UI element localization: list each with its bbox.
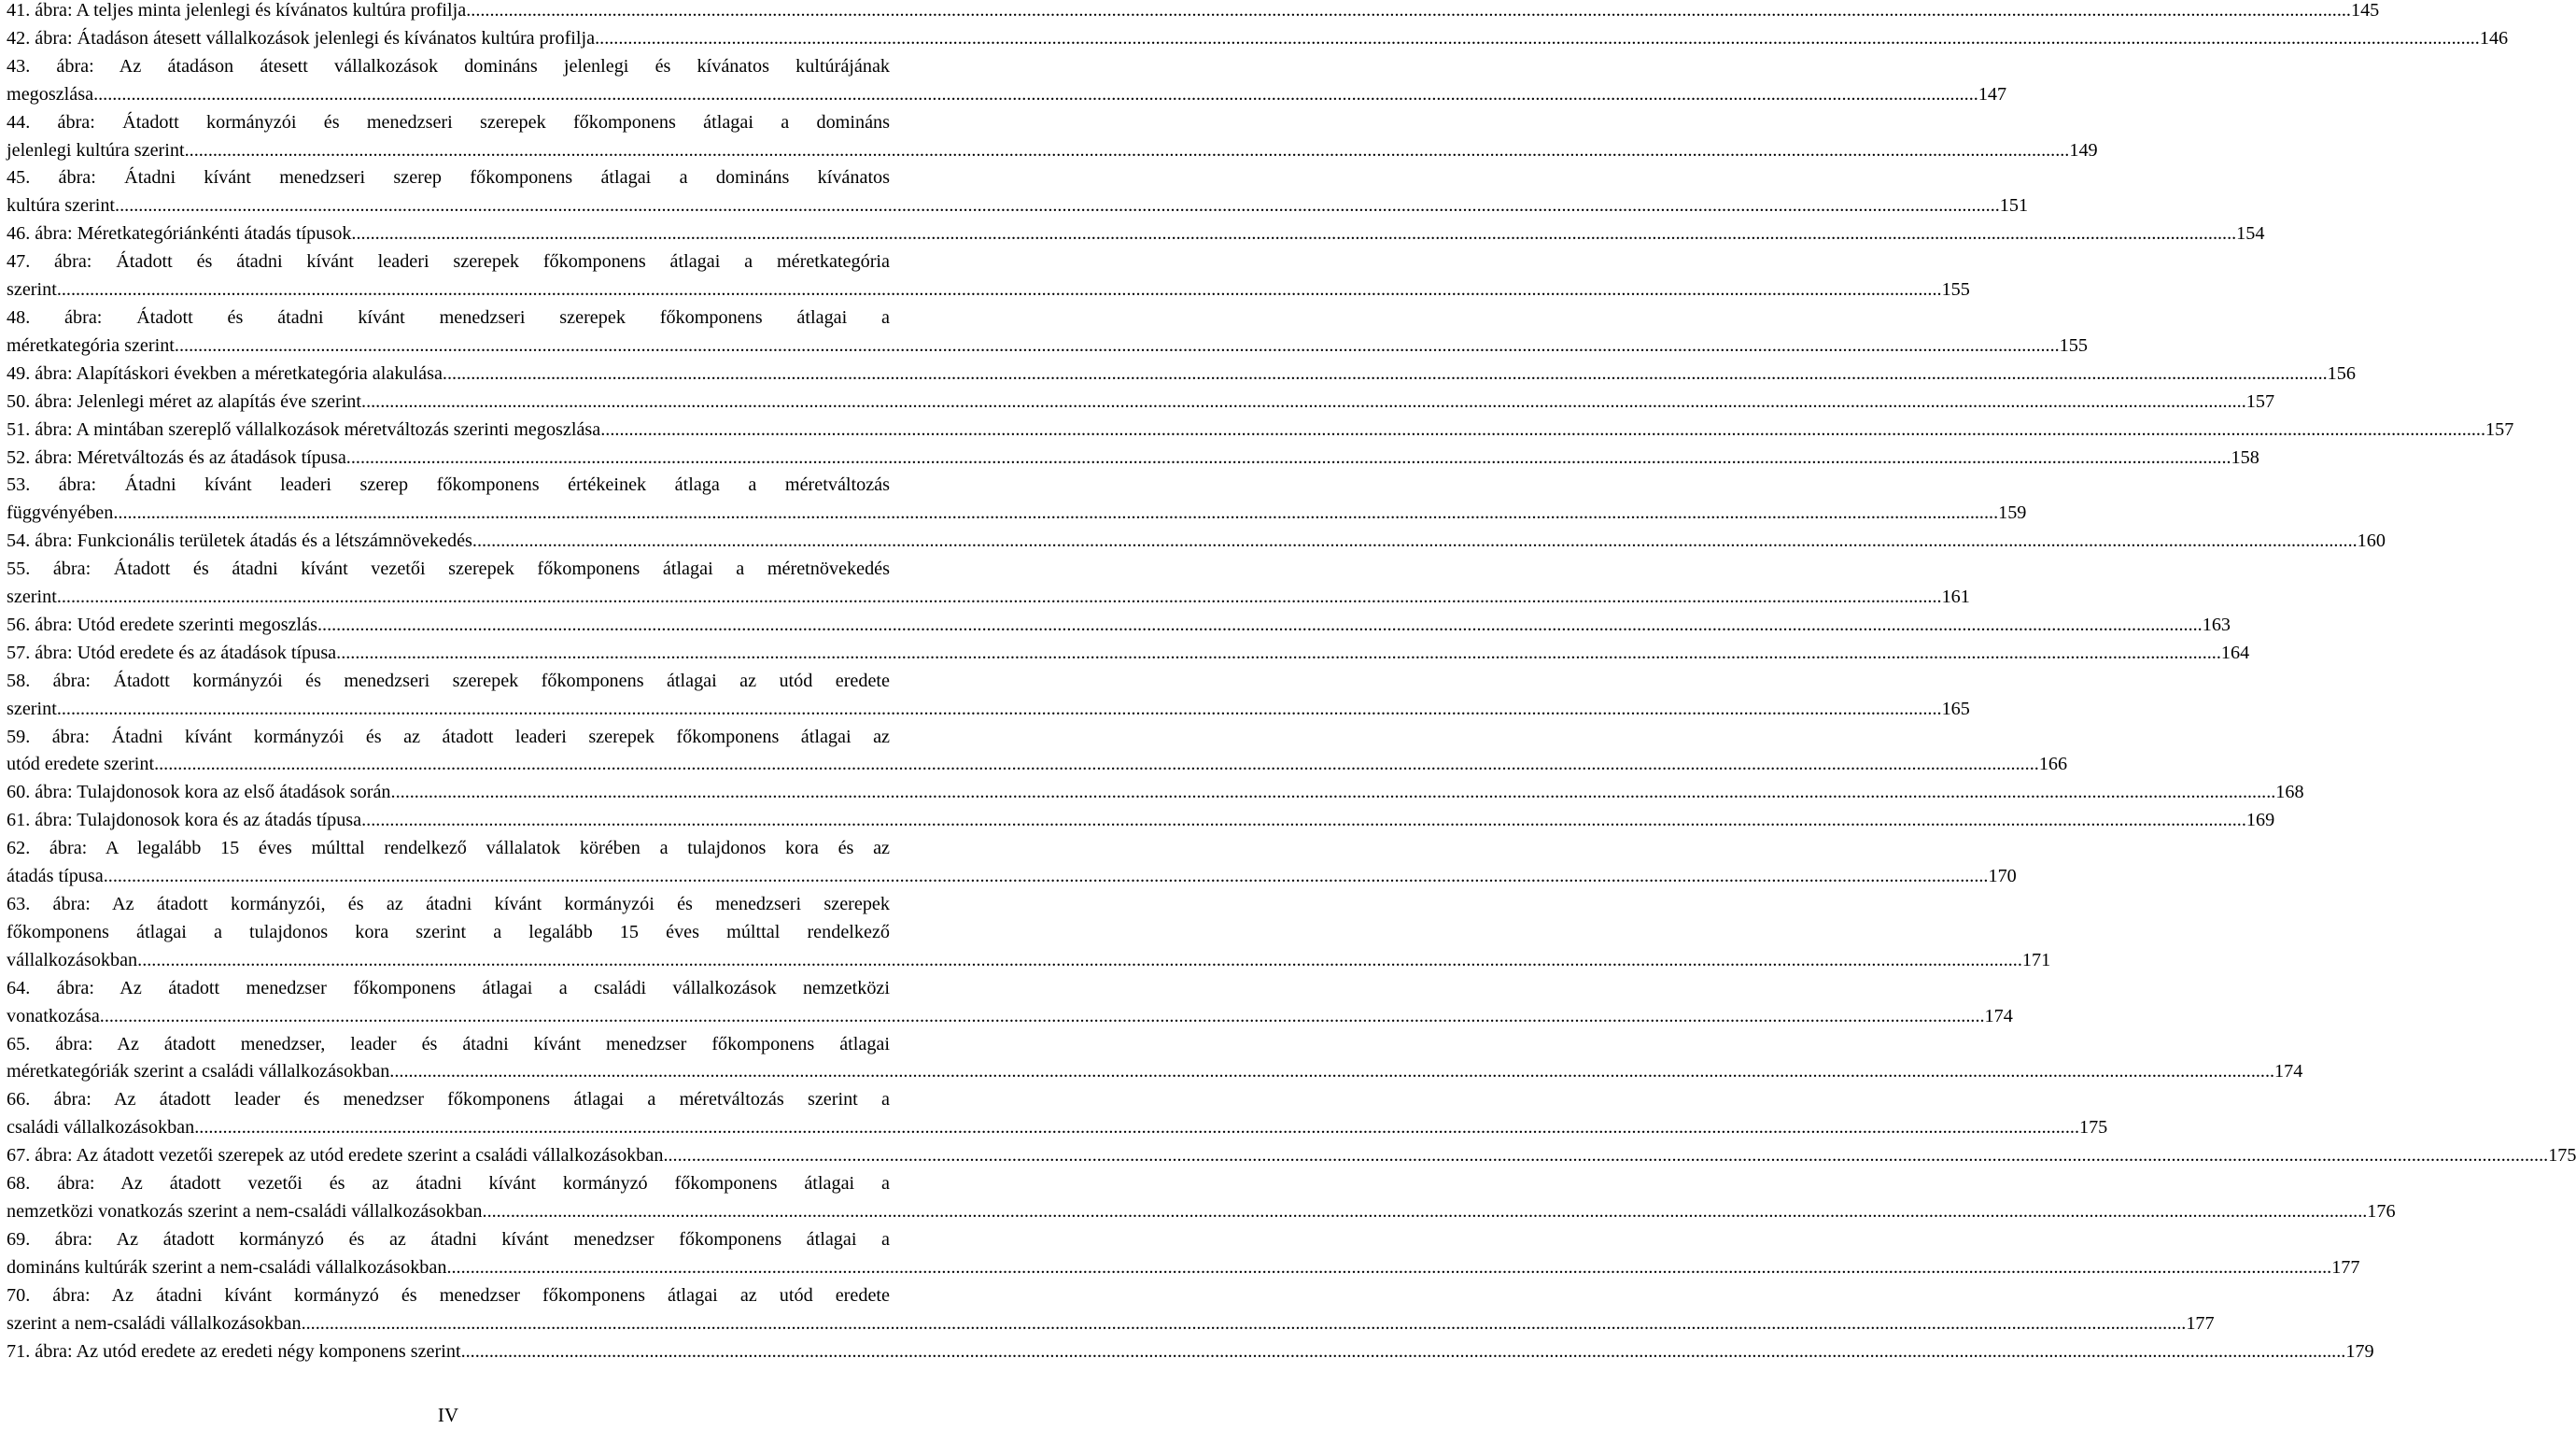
toc-entry-last-line: [7, 528, 2386, 556]
toc-entry-page-number: 164: [2220, 642, 2250, 663]
toc-entry-page-number: 161: [1941, 587, 1970, 608]
toc-entry-last-line: [7, 696, 1970, 724]
toc-entry-page-number: 170: [1988, 866, 2017, 887]
toc-entry[interactable]: [7, 0, 2380, 25]
toc-entry-title: vállalkozásokban: [7, 949, 138, 970]
dot-leader: ................................................................................................................................................................................................................................................................................................................................................................................................................: [174, 334, 2060, 356]
toc-entry-page-number: 176: [2367, 1200, 2396, 1222]
toc-entry[interactable]: [7, 528, 2386, 556]
toc-entry-title: 50. ábra: Jelenlegi méret az alapítás éve szerint: [7, 390, 362, 412]
dot-leader: ................................................................................................................................................................................................................................................................................................................................................................................................................: [56, 587, 1942, 608]
toc-entry-title: szerint a nem-családi vállalkozásokban: [7, 1312, 302, 1334]
toc-entry-line: 53. ábra: Átadni kívánt leaderi szerep főkomponens értékeinek átlaga a méretváltozás: [7, 474, 890, 496]
toc-entry-title: utód eredete szerint: [7, 754, 155, 775]
toc-entry-line: 63. ábra: Az átadott kormányzói, és az átadni kívánt kormányzói és menedzseri szerepek: [7, 894, 890, 914]
toc-entry-title: 57. ábra: Utód eredete és az átadások típusa: [7, 642, 337, 663]
toc-entry-last-line: [7, 389, 2275, 417]
toc-entry-last-line: [7, 1254, 2360, 1282]
dot-leader: ................................................................................................................................................................................................................................................................................................................................................................................................................: [482, 1200, 2368, 1222]
dot-leader: ................................................................................................................................................................................................................................................................................................................................................................................................................: [361, 810, 2246, 831]
dot-leader: ................................................................................................................................................................................................................................................................................................................................................................................................................: [442, 362, 2328, 384]
toc-entry[interactable]: [7, 417, 2514, 445]
toc-entry-last-line: [7, 276, 1970, 304]
toc-entry-last-line: [7, 192, 2029, 220]
toc-entry-last-line: [7, 332, 2088, 361]
toc-entry[interactable]: [7, 1142, 2576, 1170]
toc-entry-page-number: 154: [2236, 223, 2265, 245]
toc-entry-page-number: 155: [2059, 334, 2088, 356]
toc-entry-line: 55. ábra: Átadott és átadni kívánt vezetői szerepek főkomponens átlagai a méretnövekedés: [7, 559, 890, 580]
toc-entry-line: 44. ábra: Átadott kormányzói és menedzseri szerepek főkomponens átlagai a domináns: [7, 111, 890, 133]
toc-entry-page-number: 175: [2078, 1117, 2108, 1139]
toc-entry-title: 46. ábra: Méretkategóriánkénti átadás típusok: [7, 223, 352, 245]
toc-entry[interactable]: [7, 1282, 2215, 1338]
toc-entry[interactable]: [7, 361, 2356, 389]
toc-entry[interactable]: [7, 1086, 2108, 1142]
toc-entry-title: domináns kultúrák szerint a nem-családi vállalkozásokban: [7, 1256, 447, 1278]
toc-entry-page-number: 156: [2327, 362, 2356, 384]
toc-entry-title: 54. ábra: Funkcionális területek átadás és a létszámnövekedés: [7, 531, 472, 552]
toc-entry-last-line: [7, 445, 2259, 473]
toc-entry-title: szerint: [7, 587, 57, 608]
toc-entry-last-line: [7, 947, 2051, 975]
dot-leader: ................................................................................................................................................................................................................................................................................................................................................................................................................: [103, 866, 1989, 887]
toc-entry-last-line: [7, 1338, 2374, 1366]
toc-entry-last-line: [7, 1198, 2396, 1226]
toc-entry-last-line: [7, 1058, 2303, 1086]
toc-entry-page-number: 145: [2350, 0, 2380, 21]
toc-entry-page-number: 157: [2245, 390, 2275, 412]
toc-entry[interactable]: [7, 53, 2007, 109]
toc-entry-title: szerint: [7, 698, 57, 719]
toc-entry-page-number: 158: [2231, 446, 2259, 468]
toc-entry[interactable]: [7, 779, 2304, 807]
toc-entry-title: 51. ábra: A mintában szereplő vállalkozások méretváltozás szerinti megoszlása: [7, 418, 601, 440]
toc-entry-page-number: 160: [2357, 531, 2386, 552]
toc-entry-page-number: 168: [2275, 782, 2304, 803]
toc-entry-line: 69. ábra: Az átadott kormányzó és az átadni kívánt menedzser főkomponens átlagai a: [7, 1228, 890, 1250]
toc-entry-title: 52. ábra: Méretváltozás és az átadások típusa: [7, 446, 346, 468]
toc-entry-last-line: [7, 640, 2250, 668]
toc-entry[interactable]: [7, 668, 1970, 724]
toc-entry-title: méretkategória szerint: [7, 334, 175, 356]
dot-leader: ................................................................................................................................................................................................................................................................................................................................................................................................................: [595, 27, 2480, 49]
toc-entry-line: 43. ábra: Az átadáson átesett vállalkozások domináns jelenlegi és kívánatos kultúrájának: [7, 55, 890, 77]
toc-entry-page-number: 179: [2345, 1340, 2374, 1362]
dot-leader: ................................................................................................................................................................................................................................................................................................................................................................................................................: [389, 1061, 2275, 1082]
toc-entry[interactable]: [7, 109, 2098, 165]
dot-leader: ................................................................................................................................................................................................................................................................................................................................................................................................................: [56, 279, 1942, 301]
dot-leader: ................................................................................................................................................................................................................................................................................................................................................................................................................: [113, 502, 1999, 524]
dot-leader: ................................................................................................................................................................................................................................................................................................................................................................................................................: [351, 223, 2237, 245]
toc-entry-title: 42. ábra: Átadáson átesett vállalkozások jelenlegi és kívánatos kultúra profilja: [7, 27, 596, 49]
toc-entry-last-line: [7, 584, 1970, 612]
toc-entry[interactable]: [7, 164, 2029, 220]
dot-leader: ................................................................................................................................................................................................................................................................................................................................................................................................................: [301, 1312, 2187, 1334]
toc-entry-title: 71. ábra: Az utód eredete az eredeti négy komponens szerint: [7, 1340, 461, 1362]
toc-entry-line: 66. ábra: Az átadott leader és menedzser főkomponens átlagai a méretváltozás szerint a: [7, 1089, 890, 1111]
dot-leader: ................................................................................................................................................................................................................................................................................................................................................................................................................: [56, 698, 1942, 719]
toc-entry-page-number: 171: [2021, 949, 2051, 970]
toc-entry[interactable]: [7, 304, 2088, 361]
dot-leader: ................................................................................................................................................................................................................................................................................................................................................................................................................: [184, 139, 2070, 161]
dot-leader: ................................................................................................................................................................................................................................................................................................................................................................................................................: [345, 446, 2231, 468]
toc-entry-last-line: [7, 1142, 2576, 1170]
toc-entry-line: 47. ábra: Átadott és átadni kívánt leaderi szerepek főkomponens átlagai a méretkategória: [7, 251, 890, 273]
dot-leader: ................................................................................................................................................................................................................................................................................................................................................................................................................: [137, 949, 2022, 970]
toc-entry-last-line: [7, 0, 2380, 25]
dot-leader: ................................................................................................................................................................................................................................................................................................................................................................................................................: [93, 83, 1978, 105]
toc-entry[interactable]: [7, 389, 2275, 417]
toc-entry-last-line: [7, 361, 2356, 389]
toc-entry[interactable]: [7, 445, 2259, 473]
toc-entry-page-number: 151: [1999, 195, 2029, 217]
toc-entry-title: 49. ábra: Alapításkori években a méretkategória alakulása: [7, 362, 443, 384]
toc-entry-line: 70. ábra: Az átadni kívánt kormányzó és menedzser főkomponens átlagai az utód eredete: [7, 1284, 890, 1306]
toc-entry-title: vonatkozása: [7, 1005, 100, 1026]
toc-entry[interactable]: [7, 248, 1970, 304]
toc-entry-page-number: 159: [1998, 502, 2027, 524]
toc-entry-title: szerint: [7, 279, 57, 301]
toc-entry-last-line: [7, 1003, 2013, 1031]
toc-entry-page-number: 146: [2479, 27, 2509, 49]
toc-entry-title: családi vállalkozásokban: [7, 1117, 195, 1139]
toc-entry-last-line: [7, 863, 2017, 891]
toc-entry-last-line: [7, 417, 2514, 445]
toc-entry-title: kultúra szerint: [7, 195, 116, 217]
toc-entry[interactable]: [7, 1226, 2360, 1282]
dot-leader: ................................................................................................................................................................................................................................................................................................................................................................................................................: [115, 195, 2000, 217]
dot-leader: ................................................................................................................................................................................................................................................................................................................................................................................................................: [466, 0, 2351, 21]
toc-entry-line: 59. ábra: Átadni kívánt kormányzói és az átadott leaderi szerepek főkomponens átlagai az: [7, 726, 890, 747]
dot-leader: ................................................................................................................................................................................................................................................................................................................................................................................................................: [154, 754, 2039, 775]
toc-entry-page-number: 165: [1941, 698, 1970, 719]
dot-leader: ................................................................................................................................................................................................................................................................................................................................................................................................................: [361, 390, 2246, 412]
toc-entry[interactable]: [7, 1338, 2374, 1366]
toc-entry-last-line: [7, 500, 2027, 528]
toc-entry-page-number: 157: [2485, 418, 2514, 440]
toc-entry-page-number: 174: [1984, 1005, 2013, 1026]
toc-entry-page-number: 175: [2548, 1145, 2576, 1167]
toc-entry-page-number: 155: [1941, 279, 1970, 301]
toc-entry[interactable]: [7, 1170, 2396, 1226]
toc-entry-page-number: 177: [2331, 1256, 2360, 1278]
dot-leader: ................................................................................................................................................................................................................................................................................................................................................................................................................: [446, 1256, 2332, 1278]
dot-leader: ................................................................................................................................................................................................................................................................................................................................................................................................................: [600, 418, 2485, 440]
toc-entry-last-line: [7, 220, 2265, 248]
toc-entry[interactable]: [7, 640, 2250, 668]
toc-entry[interactable]: [7, 1031, 2303, 1087]
dot-leader: ................................................................................................................................................................................................................................................................................................................................................................................................................: [336, 642, 2221, 663]
toc-entry-page-number: 149: [2069, 139, 2098, 161]
toc-entry-line: 58. ábra: Átadott kormányzói és menedzseri szerepek főkomponens átlagai az utód eredete: [7, 670, 890, 691]
toc-entry-title: 61. ábra: Tulajdonosok kora és az átadás típusa: [7, 810, 362, 831]
toc-entry-title: méretkategóriák szerint a családi vállalkozásokban: [7, 1061, 390, 1082]
toc-entry-line: 68. ábra: Az átadott vezetői és az átadni kívánt kormányzó főkomponens átlagai a: [7, 1173, 890, 1195]
toc-entry-page-number: 147: [1978, 83, 2007, 105]
toc-entry-last-line: [7, 1114, 2108, 1142]
page-number: IV: [437, 1404, 459, 1426]
toc-entry-line: főkomponens átlagai a tulajdonos kora szerint a legalább 15 éves múlttal rendelkező: [7, 921, 890, 942]
toc-entry-line: 64. ábra: Az átadott menedzser főkomponens átlagai a családi vállalkozások nemzetközi: [7, 977, 890, 998]
toc-entry-line: 45. ábra: Átadni kívánt menedzseri szerep főkomponens átlagai a domináns kívánatos: [7, 167, 890, 189]
toc-entry-title: 67. ábra: Az átadott vezetői szerepek az utód eredete szerint a családi vállalkozásokban: [7, 1145, 664, 1167]
toc-entry-title: 60. ábra: Tulajdonosok kora az első átadások során: [7, 782, 391, 803]
toc-entry-last-line: [7, 779, 2304, 807]
toc-entry-page-number: 166: [2038, 754, 2068, 775]
toc-entry[interactable]: [7, 807, 2275, 835]
toc-entry-title: átadás típusa: [7, 866, 104, 887]
dot-leader: ................................................................................................................................................................................................................................................................................................................................................................................................................: [317, 614, 2203, 635]
toc-entry-page-number: 174: [2274, 1061, 2303, 1082]
dot-leader: ................................................................................................................................................................................................................................................................................................................................................................................................................: [99, 1005, 1985, 1026]
toc-entry-last-line: [7, 751, 2068, 779]
toc-entry[interactable]: [7, 975, 2013, 1031]
dot-leader: ................................................................................................................................................................................................................................................................................................................................................................................................................: [460, 1340, 2346, 1362]
toc-entry-last-line: [7, 807, 2275, 835]
toc-entry-line: 62. ábra: A legalább 15 éves múlttal rendelkező vállalatok körében a tulajdonos kora és az: [7, 838, 890, 859]
dot-leader: ................................................................................................................................................................................................................................................................................................................................................................................................................: [472, 531, 2358, 552]
toc-entry-last-line: [7, 1310, 2215, 1338]
dot-leader: ................................................................................................................................................................................................................................................................................................................................................................................................................: [390, 782, 2276, 803]
toc-entry-page-number: 177: [2186, 1312, 2215, 1334]
toc-entry-line: 48. ábra: Átadott és átadni kívánt menedzseri szerepek főkomponens átlagai a: [7, 306, 890, 328]
toc-entry[interactable]: [7, 556, 1970, 612]
toc-entry-line: 65. ábra: Az átadott menedzser, leader és átadni kívánt menedzser főkomponens átlagai: [7, 1033, 890, 1054]
toc-entry[interactable]: [7, 724, 2068, 780]
toc-entry-title: függvényében: [7, 502, 114, 524]
toc-entry[interactable]: [7, 472, 2027, 528]
toc-entry[interactable]: [7, 612, 2231, 640]
dot-leader: ................................................................................................................................................................................................................................................................................................................................................................................................................: [194, 1117, 2079, 1139]
toc-entry[interactable]: [7, 835, 2017, 891]
toc-entry-last-line: [7, 25, 2509, 53]
toc-entry-title: nemzetközi vonatkozás szerint a nem-családi vállalkozásokban: [7, 1200, 483, 1222]
toc-entry-title: jelenlegi kultúra szerint: [7, 139, 185, 161]
toc-entry-title: 56. ábra: Utód eredete szerinti megoszlás: [7, 614, 317, 635]
toc-entry[interactable]: [7, 891, 2051, 975]
dot-leader: ................................................................................................................................................................................................................................................................................................................................................................................................................: [663, 1145, 2549, 1167]
toc-entry-last-line: [7, 81, 2007, 109]
toc-entry-last-line: [7, 612, 2231, 640]
toc-entry[interactable]: [7, 220, 2265, 248]
toc-entry-title: 41. ábra: A teljes minta jelenlegi és kívánatos kultúra profilja: [7, 0, 467, 21]
toc-entry-page-number: 169: [2245, 810, 2275, 831]
list-of-figures: [7, 0, 2576, 1365]
toc-entry-last-line: [7, 137, 2098, 165]
toc-entry[interactable]: [7, 25, 2509, 53]
toc-entry-page-number: 163: [2202, 614, 2231, 635]
toc-entry-title: megoszlása: [7, 83, 94, 105]
